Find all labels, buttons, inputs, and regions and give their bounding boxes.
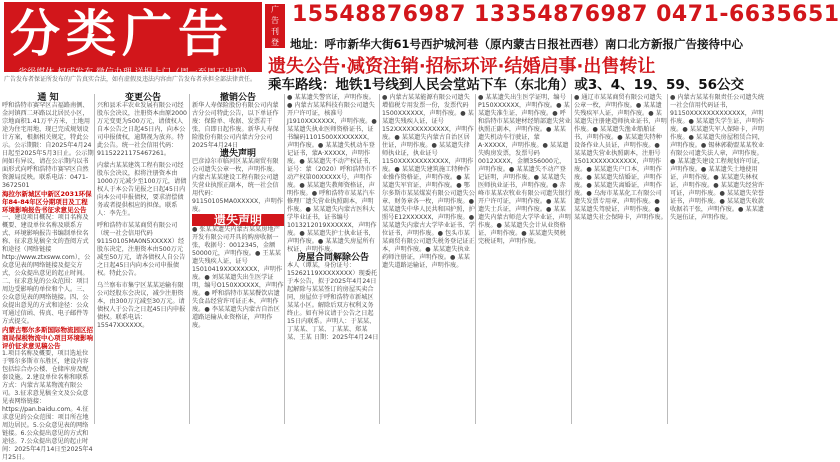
notice-heading: 房屋合同解除公告 [296, 253, 369, 263]
section-banner: 遗失声明 [192, 214, 284, 226]
masthead-title: 分类广告 [10, 5, 234, 63]
label-char: 告 [271, 16, 279, 25]
notice-red-heading: 内蒙古鄂尔多斯国际物流园区招商局保税物流中心项目环境影响评价征求意见稿公告 [2, 326, 93, 350]
masthead-slogan: 省级媒体 权威发布 微信办理 送报上门（周一至周五出刊） [18, 68, 252, 78]
column [478, 94, 572, 424]
column [287, 94, 380, 424]
column [670, 94, 764, 424]
notice-body: 本人（谭某，身份证号：15262119XXXXXXXX）现委托于本公告，拟于2025年4月24日起解除与某某签订的房屋买卖合同，房屋位于呼和浩特市新城区某某小区。解除后双方权利义务终止。如有异议请于公告之日起15日内联系。声明人：于某某、丁某某、丁某、丁某某、郑某某、王某 日期：2025年4月24日 [287, 262, 379, 341]
contact-phones: 15548876987 13354876987 0471-6635651 [292, 2, 840, 27]
transit-route: 乘车路线：地铁1号线到人民会堂站下车（东北角）或3、4、19、59、56公交 [268, 77, 745, 93]
notice-body: 呼和浩特市赛罕区吉福路南侧、金河镇西二环路以北居民小区，宗地面积1.41万平方米，土地用途为住宅用地，现已完成规划设计方案，根据相关规定，特此公示。公示期限：自2025年4月24日起至2025年5月3日止。公示期间如有异议，请在公示期内以书面形式向呼和浩特市赛罕区自然资源局反映。联系电话：0471-3672501 [2, 102, 94, 189]
column [574, 94, 668, 424]
notice-body: 新华人寿保险股份有限公司内蒙古分公司特此公告，以下单证作废：保险单、收据、发票若干张，自即日起作废。新华人寿保险股份有限公司内蒙古分公司 2025年4月24日 [192, 102, 279, 149]
label-char: 登 [271, 38, 279, 47]
label-char: 刊 [271, 27, 279, 36]
notice-body: 一、建设项目概况：项目名称及概要、建设单位名称及联系方式、环境影响报告书编制单位名称、征求意见稿全文的查阅方式和途径（网络链接 http://www.ztxsww.com），公众意见表的网络链接及提交方式，公众提出意见的起止时间。二、征求意见的公众范围：项目周边受影响的单位和个人。三、公众意见表的网络链接。四、公众提出意见的方式和途径：公众可通过信函、传真、电子邮件等方式提交。 [2, 214, 91, 325]
column [192, 94, 285, 424]
notice-red-heading: 海拉尔新城区中新区2031环保年84-84年区分期项目及工程环境影响报告书征求意见公告 [2, 190, 92, 214]
notice-body: 内蒙古某某建筑工程有限公司经股东会决议，拟将注册资本由1000万元减少至100万元，请债权人于本公告见报之日起45日内向本公司申报债权，要求清偿债务或者提供相应的担保。联系人：李先生。 [97, 162, 187, 217]
notice-body: ● 某某遗失出生医学证明，编号P150XXXXXX，声明作废。● 某某遗失准生证，声明作废。● 呼和浩特市某某建材经销部遗失营业执照正副本，声明作废。● 某某遗失机动车行驶证，蒙A·XXXXX，声明作废。● 某某遗失购房发票，发票号码0012XXXX，金额356000元，声明作废。● 某某遗失不动产登记证明，声明作废。● 某某遗失医师执业证书，声明作废。● 赤峰市某某农牧业有限公司遗失银行开户许可证，声明作废。● 某某遗失士兵证，声明作废。● 某某遗失内蒙古师范大学毕业证，声明作废。● 某某遗失会计从业资格证，声明作废。● 某某遗失契税完税证明，声明作废。 [478, 94, 571, 245]
notice-body: 乌兰察布市集宁区某某运输有限公司经股东会决议，减少注册资本，由300万元减至30万元。请债权人于公告之日起45日内申报债权。联系电话：15547XXXXXX。 [97, 282, 186, 329]
notice-body: 1.项目名称及概要，项目选址位于鄂尔多斯市东胜区，建设内容包括综合办公楼、仓储库房及配套设施。2.建设单位名称和联系方式：内蒙古某某物流有限公司。3.征求意见稿全文及公众意见表网络链接：https://pan.baidu.com。4.征求意见的公众范围：项目所在地周边居民。5.公众意见表的网络链接。6.公众提出意见的方式和途径。7.公众提出意见的起止时间：2025年4月14日至2025年4月25日。 [2, 350, 93, 461]
notice-heading: 撤销公告 [219, 93, 256, 103]
notice-body: ● 通辽市某某商贸有限公司遗失公章一枚，声明作废。● 某某遗失残疾军人证，声明作废。● 某某遗失注册建造师执业证书，声明作废。● 某某遗失渔业船舶证书，声明作废。● 某某遗失特种设备作业人员证，声明作废。● 某某遗失营业执照副本，注册号1501XXXXXXXXXXX，声明作废。● 某某遗失户口本，声明作废。● 某某遗失结婚证，声明作废。● 某某遗失离婚证，声明作废。● 乌海市某某化工有限公司遗失发票专用章，声明作废。● 某某遗失驾驶证，声明作废。● 某某遗失社会保障卡，声明作废。 [574, 94, 667, 221]
ad-hotline-label [265, 4, 285, 48]
notice-heading: 遗失声明 [219, 149, 256, 159]
notice-body: ● 内蒙古某某有限责任公司遗失统一社会信用代码证书，91150XXXXXXXXXXXXX，声明作废。● 某某遗失学生证，声明作废。● 某某遗失军人保障卡，声明作废。● 某某遗失房屋租赁合同，声明作废。● 锡林郭勒盟某某牧业有限公司遗失法人章，声明作废。● 某某遗失建设工程规划许可证，声明作废。● 某某遗失土地使用证，声明作废。● 某某遗失林权证，声明作废。● 某某遗失经营许可证，声明作废。● 某某遗失荣誉证书，声明作废。● 某某遗失收款收据若干张，声明作废。● 某某遗失退伍证，声明作废。 [670, 94, 764, 221]
notice-body: 巴彦淖尔市临河区某某商贸有限公司遗失公章一枚，声明作废。内蒙古某某建设工程有限公司遗失营业执照正副本，统一社会信用代码：91150105MA0XXXXX，声明作废。 [192, 158, 283, 213]
notice-body: 呼和浩特市某某商贸有限公司（统一社会信用代码91150105MA0N5XXXXX）经股东决定，注册资本由500万元减至50万元，请各债权人自公告之日起45日内向本公司申报债权。特此公告。 [97, 222, 186, 277]
logo-block [4, 2, 262, 78]
notice-body: ● 某某遗失警官证，声明作废。● 内蒙古某某科技有限公司遗失开户许可证，核准号J1910XXXXXXX，声明作废。● 某某遗失执业医师资格证书，证书编码1101500XXXXXXXX，声明作废。● 某某遗失机动车登记证书，蒙A·XXXXX，声明作废。● 某某遗失不动产权证书，证号：蒙（2020）呼和浩特市不动产权第00XXXXX号，声明作废。● 某某遗失教师资格证，声明作废。● 呼和浩特市某某汽车修理厂遗失营业执照副本，声明作废。● 某某遗失内蒙古医科大学毕业证书，证书编号1013212019XXXXXX，声明作废。● 某某遗失护士执业证书，声明作废。● 某某遗失房屋所有权证，声明作废。 [287, 94, 377, 253]
notice-body: 兴和县禾丰农业发展有限公司经股东会决议，注册资本由原2000万元变更为500万元，请债权人自本公告之日起45日内，向本公司申报债权，逾期视为放弃。特此公告。统一社会信用代码：91152221175467261。 [97, 102, 187, 157]
masthead [0, 0, 840, 93]
notice-body: ● 张某某遗失内蒙古某某房地产开发有限公司开具的购房收据一张，收据号：0012345，金额50000元，声明作废。● 王某某遗失残疾人证，证号15010419XXXXXXXX，声明作废。● 刘某某遗失出生医学证明，编号O150XXXXXX，声明作废。● 呼和浩特市某某餐饮店遗失食品经营许可证正本，声明作废。● 李某某遗失内蒙古自治区道路运输从业资格证，声明作废。 [192, 226, 284, 329]
service-list: 遗失公告·减资注销·招标环评·结婚启事·出售转让 [268, 56, 656, 77]
label-char: 广 [271, 5, 279, 14]
notice-heading: 通 知 [37, 93, 59, 103]
disclaimer: 广告发布者保证所发布的广告真实合法，如有虚假及违法内容由广告发布者承担全部法律责任。 [4, 76, 257, 83]
notice-body: ● 内蒙古某某能源有限公司遗失增值税专用发票一份，发票代码1500XXXXXX，声明作废。● 某某遗失残疾人证，证号152XXXXXXXXXXXXX，声明作废。● 某某遗失内蒙古自治区居住证，声明作废。● 某某遗失律师执业证，执业证号1150XXXXXXXXXXXX，声明作废。● 某某遗失建筑施工特种作业操作资格证，声明作废。● 某某遗失军官证，声明作废。● 鄂尔多斯市某某煤炭有限公司遗失公章、财务章各一枚，声明作废。● 某某遗失中华人民共和国护照，护照号E12XXXXXX，声明作废。● 某某遗失内蒙古大学毕业证书、学位证书，声明作废。● 包头市某某商贸有限公司遗失税务登记证正本，声明作废。● 某某遗失执业药师注册证，声明作废。● 某某遗失道路运输证，声明作废。 [382, 94, 475, 269]
notice-heading: 变更公告 [124, 93, 161, 103]
ad-columns [2, 93, 766, 461]
office-address: 地址：呼市新华大街61号西护城河巷（原内蒙古日报社西巷）南口北方新报广告接待中心 [290, 37, 743, 51]
column [382, 94, 476, 424]
column [97, 94, 190, 424]
column [2, 93, 95, 461]
